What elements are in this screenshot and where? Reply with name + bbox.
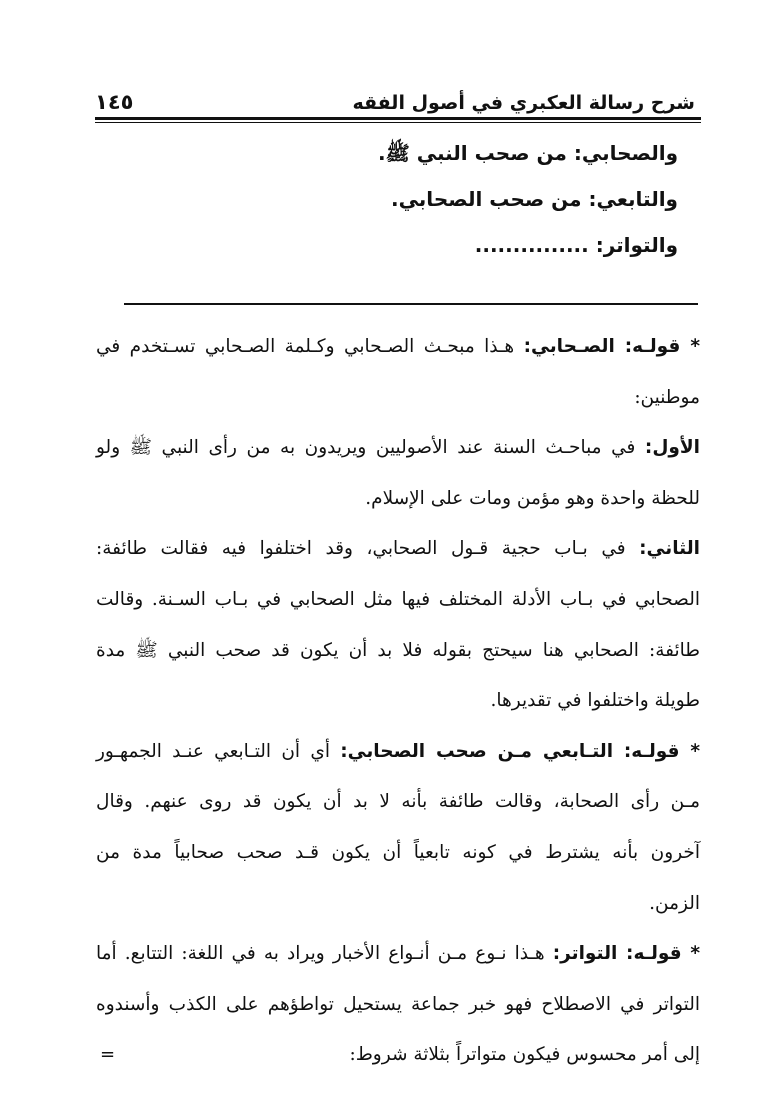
- paragraph-text: إلى أمر محسوس فيكون متواتراً بثلاثة شروط:: [349, 1044, 700, 1066]
- paragraph-line: [96, 929, 700, 980]
- matn-block: [118, 130, 678, 268]
- paragraph-line: طائفة: الصحابي هنا سيحتج بقوله فلا بد أن يكون قد صحب النبي ﷺ مدة: [96, 639, 700, 661]
- paragraph-line: طويلة واختلفوا في تقديرها.: [490, 690, 700, 712]
- paragraph-text: هـذا مبحـث الصـحابي وكـلمة الصـحابي تسـتخدم في: [96, 336, 515, 357]
- header-rule-thick: [95, 117, 701, 120]
- paragraph-line: [96, 1030, 700, 1081]
- matn-commentary-separator: [124, 303, 698, 305]
- running-header: [95, 80, 695, 114]
- paragraph-line: التواتر في الاصطلاح فهو خبر جماعة يستحيل تواطؤهم على الكذب وأسندوه: [96, 993, 700, 1015]
- paragraph-label: الأول:: [644, 437, 700, 459]
- paragraph-line: [96, 524, 700, 575]
- paragraph-line: الصحابي في بـاب الأدلة المختلف فيها مثل الصحابي في بـاب السـنة. وقالت: [96, 588, 700, 610]
- matn-line-sahabi: والصحابي: من صحب النبي ﷺ.: [378, 141, 678, 165]
- paragraph-line: [96, 322, 700, 373]
- paragraph-label: * قولـه: الصـحابي:: [523, 336, 700, 357]
- paragraph-text: في مباحـث السنة عند الأصوليين ويريدون به من رأى النبي ﷺ ولو: [96, 437, 636, 459]
- paragraph-label: * قولـه: التـابعي مـن صحب الصحابي:: [340, 740, 700, 762]
- commentary-block: [96, 322, 700, 1081]
- paragraph-line: موطنين:: [634, 386, 700, 408]
- running-header-title: شرح رسالة العكبري في أصول الفقه: [352, 92, 695, 114]
- matn-line-tawatur: والتواتر: ...............: [474, 233, 678, 257]
- header-rule-thin: [95, 122, 701, 123]
- paragraph-text: أي أن التـابعي عنـد الجمهـور: [96, 740, 330, 762]
- paragraph-line: الزمن.: [649, 892, 700, 914]
- paragraph-text: هـذا نـوع مـن أنـواع الأخبار ويراد به في اللغة: التتابع. أما: [96, 943, 545, 965]
- paragraph-line: آخرون بأنه يشترط في كونه تابعياً أن يكون قـد صحب صحابياً مدة من: [96, 841, 700, 863]
- paragraph-label: الثاني:: [639, 538, 700, 560]
- paragraph-label: * قولـه: التواتر:: [552, 943, 700, 965]
- paragraph-line: مـن رأى الصحابة، وقالت طائفة بأنه لا بد أن يكون قد روى عنهم. وقال: [96, 791, 700, 813]
- continuation-mark: =: [100, 1044, 116, 1066]
- paragraph-text: في بـاب حجية قـول الصحابي، وقد اختلفوا فيه فقالت طائفة:: [96, 538, 626, 560]
- matn-line-tabii: والتابعي: من صحب الصحابي.: [390, 187, 678, 211]
- paragraph-line: [96, 727, 700, 778]
- paragraph-line: للحظة واحدة وهو مؤمن ومات على الإسلام.: [365, 487, 700, 509]
- page-number: ١٤٥: [95, 90, 134, 114]
- paragraph-line: [96, 423, 700, 474]
